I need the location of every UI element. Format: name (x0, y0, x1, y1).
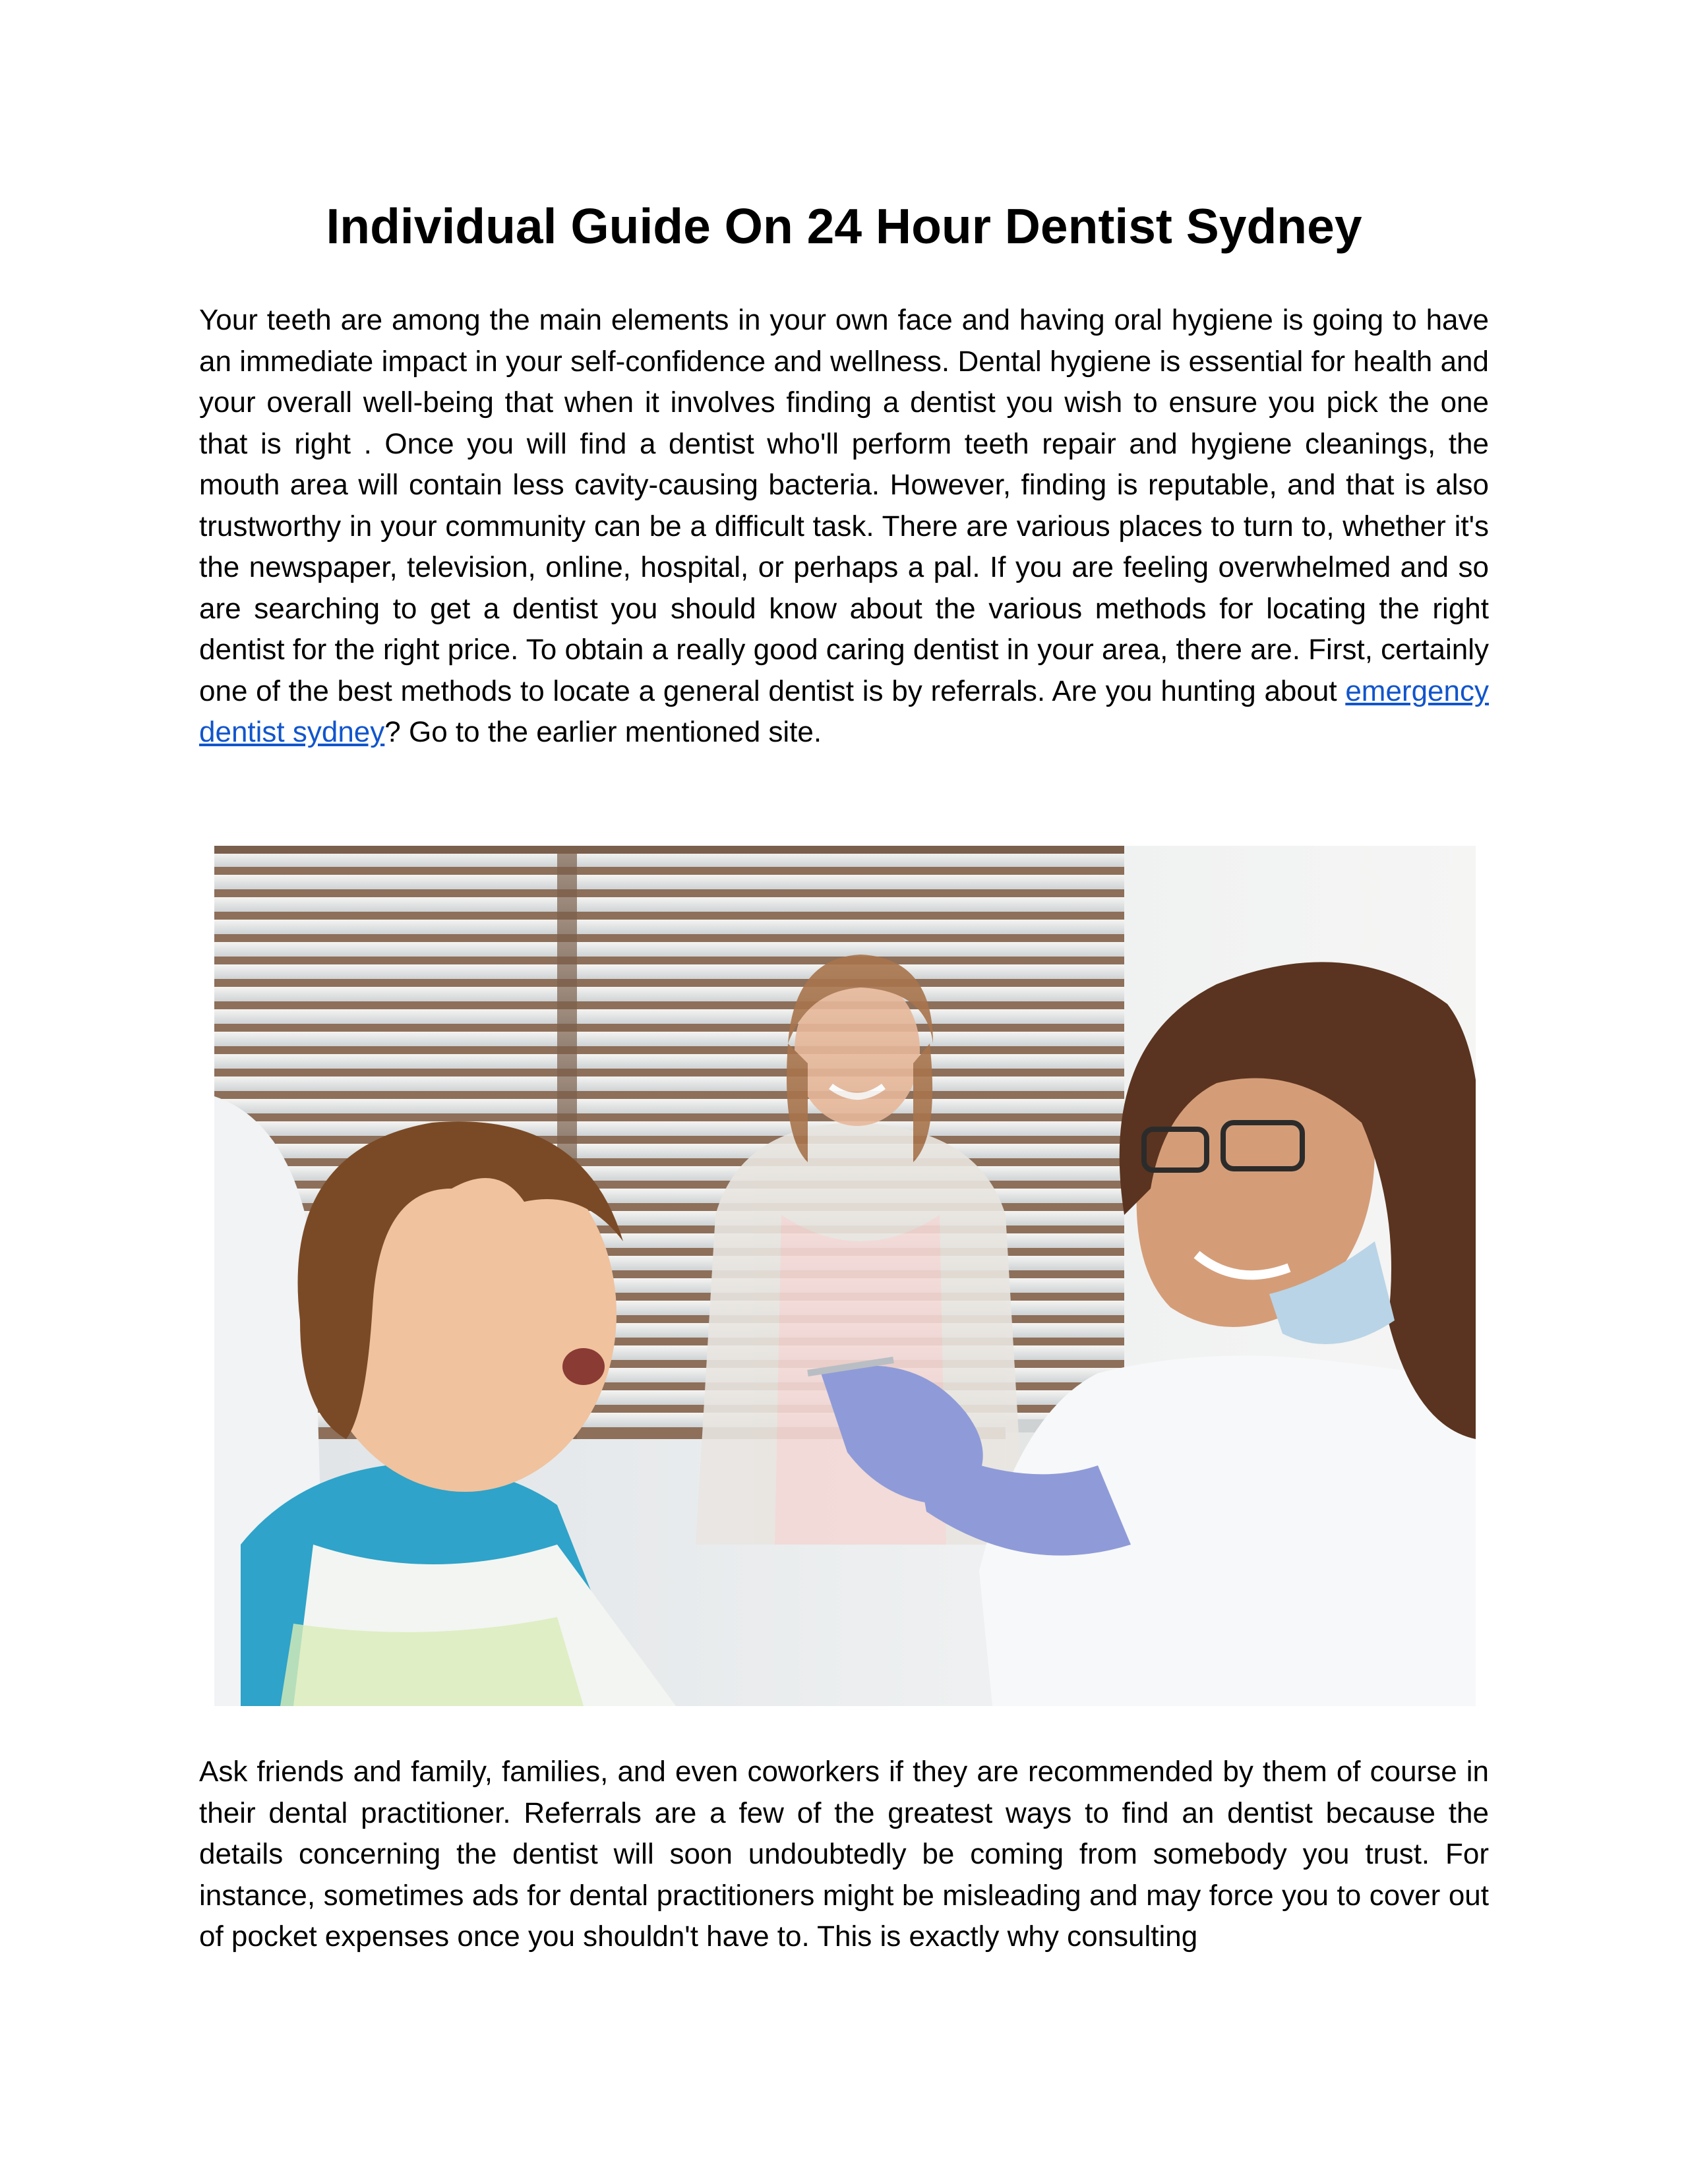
dentist-photo (214, 846, 1476, 1706)
second-paragraph: Ask friends and family, families, and even coworkers if they are recommended by them of course in their dental practitioner. Referrals are a few of the greatest ways to find an dentist because the details concerning the dentist will soon undoubtedly be coming from somebody you trust. For instance, sometimes ads for dental practitioners might be misleading and may force you to cover out of pocket expenses once you shouldn't have to. This is exactly why consulting (199, 1756, 1489, 1953)
emergency-dentist-link[interactable]: emergency dentist sydney (199, 674, 1489, 748)
page-title: Individual Guide On 24 Hour Dentist Sydney (326, 198, 1362, 254)
intro-paragraph (199, 300, 1489, 753)
intro-text-end: ? Go to the earlier mentioned site. (384, 716, 822, 748)
intro-text: Your teeth are among the main elements in your own face and having oral hygiene is going to have an immediate impact in your self-confidence and wellness. Dental hygiene is essential for health and your overall well-being that when it involves finding a dentist you wish to ensure you pick the one that is right . Once you will find a dentist who'll perform teeth repair and hygiene cleanings, the mouth area will contain less cavity-causing bacteria. However, finding is reputable, and that is also trustworthy in your community can be a difficult task. There are various places to turn to, whether it's the newspaper, television, online, hospital, or perhaps a pal. If you are feeling overwhelmed and so are searching to get a dentist you should know about the various methods for locating the right dentist for the right price. To obtain a really good caring dentist in your area, there are. First, certainly one of the best methods to locate a general dentist is by referrals. Are you hunting about (199, 304, 1489, 707)
